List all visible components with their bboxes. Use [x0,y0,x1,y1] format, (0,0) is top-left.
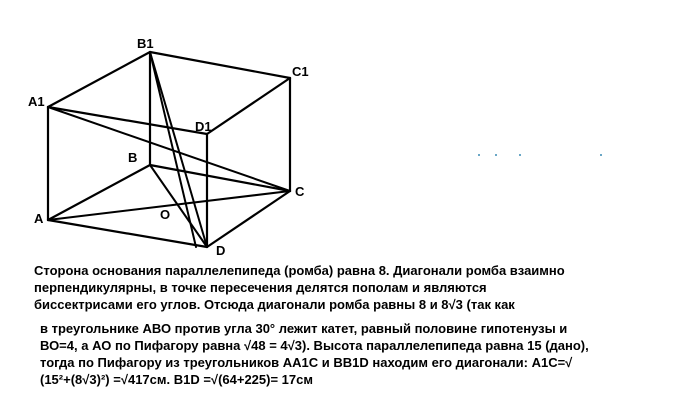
edge-B1C1 [150,52,290,78]
edge-BC [150,165,290,191]
edge-DA [48,220,207,247]
vertex-label-c1: C1 [292,64,309,79]
edge-A1B1 [48,52,150,107]
edge-AB [48,165,150,220]
artifact-speck [600,154,602,156]
vertex-label-o: O [160,207,171,222]
vertex-label-a: A [34,211,44,226]
artifact-speck [478,154,480,156]
vertex-label-b: B [128,150,138,165]
vertex-label-d1: D1 [195,119,212,134]
solution-line: (15²+(8√3)²) =√417см. B1D =√(64+225)= 17см [40,372,313,387]
vertex-label-b1: B1 [137,36,154,51]
solution-line: ВО=4, а АО по Пифагору равна √48 = 4√3). Высота параллелепипеда равна 15 (дано), [40,338,589,353]
edge-D1A1 [48,107,207,134]
solution-text-part-2 [40,320,589,388]
segment-B1-D-extra [150,52,196,247]
artifact-speck [495,154,497,156]
solution-line: биссектрисами его углов. Отсюда диагонали ромба равны 8 и 8√3 (так как [34,297,515,312]
vertex-label-c: C [295,184,305,199]
vertex-label-d: D [216,243,226,258]
vertex-label-a1: A1 [28,94,45,109]
edge-C1D1 [207,78,290,134]
solution-line: перпендикулярны, в точке пересечения делятся пополам и являются [34,280,487,295]
solution-line: в треугольнике АВО против угла 30° лежит катет, равный половине гипотенузы и [40,321,568,336]
artifact-speck [519,154,521,156]
solution-text-part-1 [34,262,565,313]
diagonal-B1D [150,52,207,247]
solution-line: Сторона основания параллелепипеда (ромба) равна 8. Диагонали ромба взаимно [34,263,565,278]
solution-line: тогда по Пифагору из треугольников АА1С и ВВ1D находим его диагонали: А1С=√ [40,355,573,370]
